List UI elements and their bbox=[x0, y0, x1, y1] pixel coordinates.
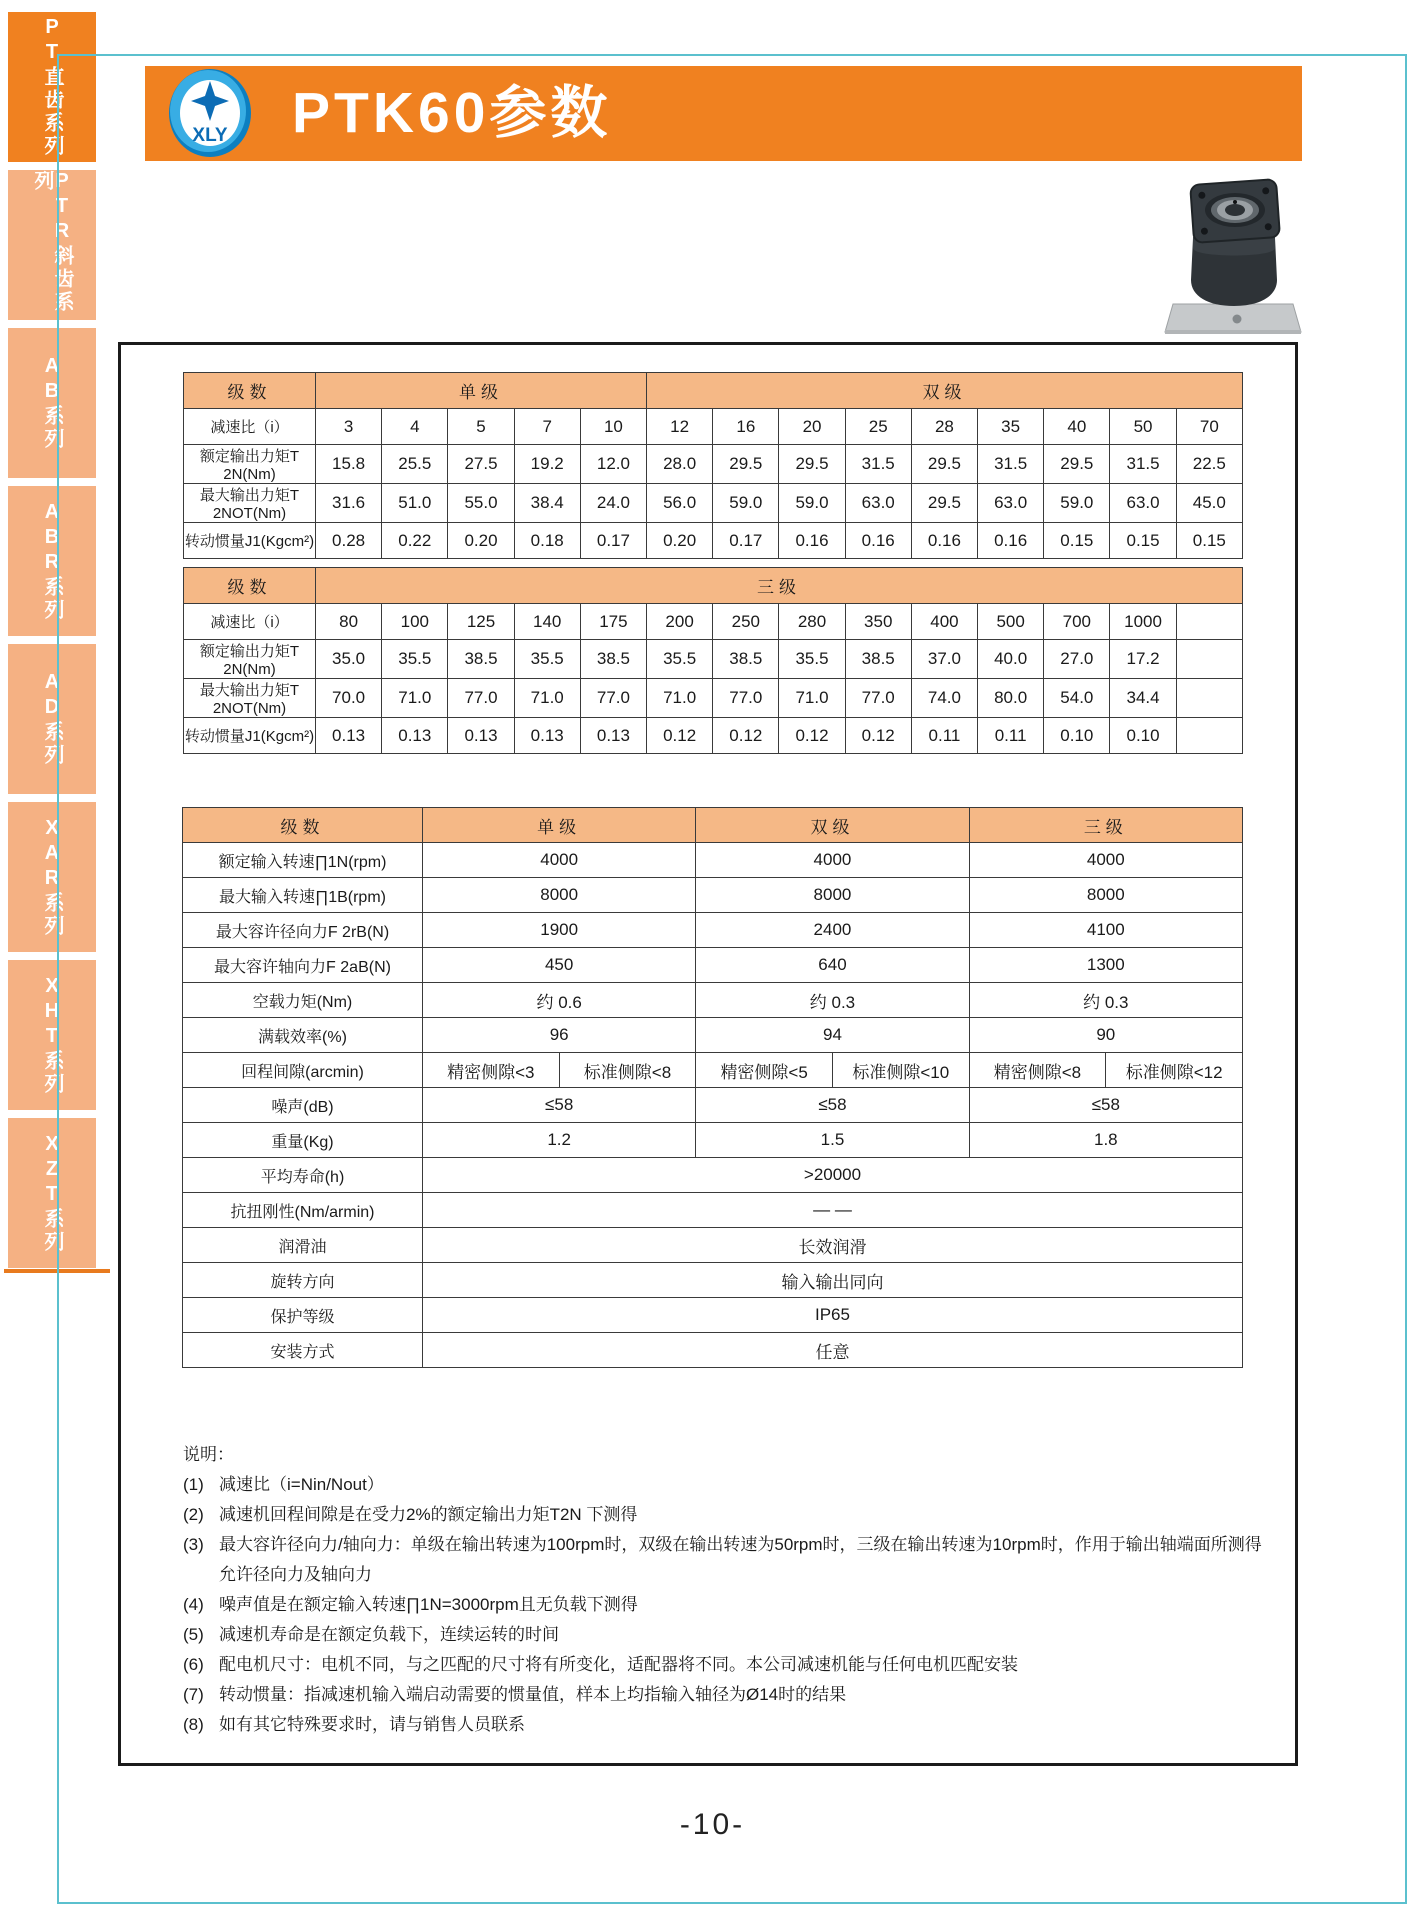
cell: 1.8 bbox=[969, 1123, 1242, 1158]
table-header-row bbox=[184, 568, 1243, 604]
cell: 0.17 bbox=[713, 523, 779, 559]
cell bbox=[1176, 640, 1242, 679]
row-label: 转动惯量J1(Kgcm²) bbox=[184, 523, 316, 559]
sidebar-item-label: AD系列 bbox=[41, 671, 63, 767]
cell: 280 bbox=[779, 604, 845, 640]
cell: 8000 bbox=[969, 878, 1242, 913]
cell: 0.13 bbox=[580, 718, 646, 754]
sidebar-item-label: PT直齿系列 bbox=[41, 16, 63, 158]
table-row bbox=[184, 445, 1243, 484]
cell: 0.11 bbox=[911, 718, 977, 754]
row-label: 最大容许径向力F 2rB(N) bbox=[183, 913, 423, 948]
cell: 精密侧隙<3 bbox=[423, 1053, 560, 1088]
table-row bbox=[183, 983, 1243, 1018]
cell: 10 bbox=[580, 409, 646, 445]
cell: 4000 bbox=[423, 843, 696, 878]
cell: 约 0.3 bbox=[969, 983, 1242, 1018]
cell: 71.0 bbox=[779, 679, 845, 718]
cell: 35.0 bbox=[316, 640, 382, 679]
cell: 29.5 bbox=[1044, 445, 1110, 484]
cell: 0.13 bbox=[316, 718, 382, 754]
cell: 0.18 bbox=[514, 523, 580, 559]
table-row bbox=[183, 913, 1243, 948]
row-label: 减速比（i） bbox=[184, 604, 316, 640]
table-row bbox=[183, 1088, 1243, 1123]
note-line: 配电机尺寸：电机不同，与之匹配的尺寸将有所变化，适配器将不同。本公司减速机能与任何电机匹配安装 bbox=[219, 1655, 1018, 1674]
note-item-5 bbox=[183, 1620, 1283, 1650]
cell: 0.13 bbox=[514, 718, 580, 754]
cell: 51.0 bbox=[382, 484, 448, 523]
table-row bbox=[184, 604, 1243, 640]
table-header-row bbox=[184, 373, 1243, 409]
cell: 28 bbox=[911, 409, 977, 445]
table-row bbox=[183, 1018, 1243, 1053]
corner-cell: 级数 bbox=[183, 808, 423, 843]
note-line: 允许径向力及轴向力 bbox=[219, 1565, 372, 1584]
cell: 71.0 bbox=[514, 679, 580, 718]
sidebar-item-label: PTR斜齿系列 bbox=[31, 170, 73, 314]
note-number: (5) bbox=[183, 1625, 204, 1644]
cell: 500 bbox=[978, 604, 1044, 640]
cell: 0.15 bbox=[1110, 523, 1176, 559]
cell: 70.0 bbox=[316, 679, 382, 718]
table-row bbox=[183, 1053, 1243, 1088]
note-line: 减速比（i=Nin/Nout） bbox=[219, 1475, 384, 1494]
note-number: (7) bbox=[183, 1685, 204, 1704]
cell: 63.0 bbox=[978, 484, 1044, 523]
sidebar-item-label: XAR系列 bbox=[41, 816, 63, 938]
note-text bbox=[219, 1650, 1283, 1680]
group-header: 双级 bbox=[696, 808, 969, 843]
note-item-1 bbox=[183, 1470, 1283, 1500]
note-item-8 bbox=[183, 1710, 1283, 1740]
cell: 31.5 bbox=[1110, 445, 1176, 484]
sidebar-item-2 bbox=[8, 170, 96, 320]
notes-section bbox=[183, 1440, 1283, 1740]
cell: 250 bbox=[713, 604, 779, 640]
table-row bbox=[184, 679, 1243, 718]
cell: 精密侧隙<5 bbox=[696, 1053, 833, 1088]
cell: 27.5 bbox=[448, 445, 514, 484]
note-text bbox=[219, 1590, 1283, 1620]
cell: 0.10 bbox=[1044, 718, 1110, 754]
cell: ≤58 bbox=[969, 1088, 1242, 1123]
cell: 35.5 bbox=[779, 640, 845, 679]
sidebar-item-label: ABR系列 bbox=[41, 500, 63, 622]
cell: 100 bbox=[382, 604, 448, 640]
row-label: 噪声(dB) bbox=[183, 1088, 423, 1123]
cell: 8000 bbox=[423, 878, 696, 913]
cell: 59.0 bbox=[713, 484, 779, 523]
row-label: 抗扭刚性(Nm/armin) bbox=[183, 1193, 423, 1228]
table-row bbox=[183, 878, 1243, 913]
row-label: 额定输入转速∏1N(rpm) bbox=[183, 843, 423, 878]
group-header: 双级 bbox=[647, 373, 1243, 409]
row-label: 平均寿命(h) bbox=[183, 1158, 423, 1193]
cell: 96 bbox=[423, 1018, 696, 1053]
cell: 标准侧隙<12 bbox=[1106, 1053, 1243, 1088]
cell: 20 bbox=[779, 409, 845, 445]
cell: 0.16 bbox=[779, 523, 845, 559]
cell: 25 bbox=[845, 409, 911, 445]
corner-cell: 级数 bbox=[184, 373, 316, 409]
cell: 450 bbox=[423, 948, 696, 983]
table-ratio-triple bbox=[183, 567, 1243, 754]
cell: 45.0 bbox=[1176, 484, 1242, 523]
cell: 640 bbox=[696, 948, 969, 983]
cell: 0.15 bbox=[1044, 523, 1110, 559]
row-label: 保护等级 bbox=[183, 1298, 423, 1333]
sidebar-item-5 bbox=[8, 644, 96, 794]
cell: 0.16 bbox=[911, 523, 977, 559]
cell: 40.0 bbox=[978, 640, 1044, 679]
note-number: (2) bbox=[183, 1505, 204, 1524]
brand-logo bbox=[168, 68, 252, 158]
cell: 0.10 bbox=[1110, 718, 1176, 754]
cell: 0.15 bbox=[1176, 523, 1242, 559]
cell: 54.0 bbox=[1044, 679, 1110, 718]
cell: 70 bbox=[1176, 409, 1242, 445]
cell: 0.13 bbox=[382, 718, 448, 754]
table-ratio-single-double bbox=[183, 372, 1243, 559]
cell: 12.0 bbox=[580, 445, 646, 484]
cell: 19.2 bbox=[514, 445, 580, 484]
row-label: 额定输出力矩T 2N(Nm) bbox=[184, 445, 316, 484]
note-item-7 bbox=[183, 1680, 1283, 1710]
note-text bbox=[219, 1470, 1283, 1500]
cell: 0.16 bbox=[845, 523, 911, 559]
cell: 28.0 bbox=[647, 445, 713, 484]
cell: 22.5 bbox=[1176, 445, 1242, 484]
row-label: 重量(Kg) bbox=[183, 1123, 423, 1158]
note-number: (3) bbox=[183, 1535, 204, 1554]
merged-cell: IP65 bbox=[423, 1298, 1243, 1333]
corner-cell: 级数 bbox=[184, 568, 316, 604]
table-row bbox=[183, 1333, 1243, 1368]
note-number: (4) bbox=[183, 1595, 204, 1614]
cell: 0.16 bbox=[978, 523, 1044, 559]
cell: 31.5 bbox=[845, 445, 911, 484]
cell: 29.5 bbox=[713, 445, 779, 484]
merged-cell: 任意 bbox=[423, 1333, 1243, 1368]
table-row bbox=[183, 948, 1243, 983]
sidebar-item-7 bbox=[8, 960, 96, 1110]
table-row bbox=[183, 1158, 1243, 1193]
note-item-2 bbox=[183, 1500, 1283, 1530]
table-row bbox=[184, 718, 1243, 754]
cell: 38.5 bbox=[580, 640, 646, 679]
note-text bbox=[219, 1710, 1283, 1740]
cell: 3 bbox=[316, 409, 382, 445]
cell: 56.0 bbox=[647, 484, 713, 523]
cell: 29.5 bbox=[911, 445, 977, 484]
group-header: 三级 bbox=[316, 568, 1243, 604]
notes-title: 说明： bbox=[183, 1445, 234, 1464]
cell: 140 bbox=[514, 604, 580, 640]
row-label: 润滑油 bbox=[183, 1228, 423, 1263]
cell: 50 bbox=[1110, 409, 1176, 445]
cell: 0.11 bbox=[978, 718, 1044, 754]
group-header: 单级 bbox=[316, 373, 647, 409]
cell: 15.8 bbox=[316, 445, 382, 484]
cell: 55.0 bbox=[448, 484, 514, 523]
cell: 71.0 bbox=[647, 679, 713, 718]
cell: 29.5 bbox=[779, 445, 845, 484]
cell: 2400 bbox=[696, 913, 969, 948]
cell: 77.0 bbox=[580, 679, 646, 718]
note-line: 减速机回程间隙是在受力2%的额定输出力矩T2N 下测得 bbox=[219, 1505, 638, 1524]
note-number: (6) bbox=[183, 1655, 204, 1674]
cell: 4000 bbox=[969, 843, 1242, 878]
cell: 25.5 bbox=[382, 445, 448, 484]
cell: 1.5 bbox=[696, 1123, 969, 1158]
table-row bbox=[184, 640, 1243, 679]
cell: 7 bbox=[514, 409, 580, 445]
cell: 34.4 bbox=[1110, 679, 1176, 718]
cell: 77.0 bbox=[448, 679, 514, 718]
cell: 35.5 bbox=[647, 640, 713, 679]
cell: 24.0 bbox=[580, 484, 646, 523]
sidebar-item-4 bbox=[8, 486, 96, 636]
cell: 5 bbox=[448, 409, 514, 445]
cell: 200 bbox=[647, 604, 713, 640]
cell: 29.5 bbox=[911, 484, 977, 523]
cell: 63.0 bbox=[845, 484, 911, 523]
row-label: 安装方式 bbox=[183, 1333, 423, 1368]
row-label: 最大输出力矩T 2NOT(Nm) bbox=[184, 679, 316, 718]
table-row bbox=[183, 1123, 1243, 1158]
cell: 0.12 bbox=[713, 718, 779, 754]
merged-cell: 输入输出同向 bbox=[423, 1263, 1243, 1298]
cell: 400 bbox=[911, 604, 977, 640]
cell: ≤58 bbox=[423, 1088, 696, 1123]
group-header: 单级 bbox=[423, 808, 696, 843]
sidebar-item-8 bbox=[8, 1118, 96, 1268]
note-line: 噪声值是在额定输入转速∏1N=3000rpm且无负载下测得 bbox=[219, 1595, 638, 1614]
cell: 35.5 bbox=[382, 640, 448, 679]
page-title: PTK60参数 bbox=[292, 81, 612, 145]
row-label: 空载力矩(Nm) bbox=[183, 983, 423, 1018]
merged-cell: 长效润滑 bbox=[423, 1228, 1243, 1263]
note-item-3 bbox=[183, 1530, 1283, 1590]
cell: 4000 bbox=[696, 843, 969, 878]
cell: 12 bbox=[647, 409, 713, 445]
cell: 0.28 bbox=[316, 523, 382, 559]
table-row bbox=[183, 1228, 1243, 1263]
cell: 4 bbox=[382, 409, 448, 445]
row-label: 最大容许轴向力F 2aB(N) bbox=[183, 948, 423, 983]
cell: 35 bbox=[978, 409, 1044, 445]
note-line: 转动惯量：指减速机输入端启动需要的惯量值，样本上均指输入轴径为Ø14时的结果 bbox=[219, 1685, 847, 1704]
product-image-gearbox bbox=[1163, 172, 1305, 338]
note-line: 最大容许径向力/轴向力：单级在输出转速为100rpm时，双级在输出转速为50rpm时，三级在输出转速为10rpm时，作用于输出轴端面所测得 bbox=[219, 1535, 1262, 1554]
cell: 90 bbox=[969, 1018, 1242, 1053]
cell: 175 bbox=[580, 604, 646, 640]
sidebar-item-label: XHT系列 bbox=[41, 974, 63, 1096]
sidebar-divider bbox=[4, 1269, 110, 1273]
cell: 77.0 bbox=[845, 679, 911, 718]
cell: 31.5 bbox=[978, 445, 1044, 484]
cell: 1900 bbox=[423, 913, 696, 948]
cell: 1.2 bbox=[423, 1123, 696, 1158]
cell: 74.0 bbox=[911, 679, 977, 718]
cell: 约 0.6 bbox=[423, 983, 696, 1018]
sidebar-item-6 bbox=[8, 802, 96, 952]
row-label: 减速比（i） bbox=[184, 409, 316, 445]
cell: 350 bbox=[845, 604, 911, 640]
cell: 16 bbox=[713, 409, 779, 445]
cell: 0.12 bbox=[779, 718, 845, 754]
cell: 0.20 bbox=[448, 523, 514, 559]
cell: 59.0 bbox=[779, 484, 845, 523]
cell: 38.5 bbox=[713, 640, 779, 679]
page-number: -10- bbox=[679, 1808, 746, 1841]
table-row bbox=[184, 409, 1243, 445]
cell: 标准侧隙<8 bbox=[559, 1053, 696, 1088]
merged-cell: — — bbox=[423, 1193, 1243, 1228]
cell: 0.12 bbox=[647, 718, 713, 754]
note-text bbox=[219, 1680, 1283, 1710]
cell: 0.20 bbox=[647, 523, 713, 559]
cell: 1000 bbox=[1110, 604, 1176, 640]
table-row bbox=[184, 484, 1243, 523]
cell: 63.0 bbox=[1110, 484, 1176, 523]
cell: 0.13 bbox=[448, 718, 514, 754]
cell: 8000 bbox=[696, 878, 969, 913]
notes-list bbox=[183, 1470, 1283, 1740]
cell: 38.4 bbox=[514, 484, 580, 523]
sidebar bbox=[8, 12, 96, 1276]
table-row bbox=[183, 1263, 1243, 1298]
cell bbox=[1176, 679, 1242, 718]
note-text bbox=[219, 1530, 1283, 1590]
cell: 35.5 bbox=[514, 640, 580, 679]
note-item-6 bbox=[183, 1650, 1283, 1680]
cell: 77.0 bbox=[713, 679, 779, 718]
cell: 27.0 bbox=[1044, 640, 1110, 679]
group-header: 三级 bbox=[969, 808, 1242, 843]
cell: 94 bbox=[696, 1018, 969, 1053]
row-label: 满载效率(%) bbox=[183, 1018, 423, 1053]
cell: 0.12 bbox=[845, 718, 911, 754]
sidebar-item-3 bbox=[8, 328, 96, 478]
note-number: (1) bbox=[183, 1475, 204, 1494]
cell: ≤58 bbox=[696, 1088, 969, 1123]
note-text bbox=[219, 1500, 1283, 1530]
note-line: 减速机寿命是在额定负载下，连续运转的时间 bbox=[219, 1625, 559, 1644]
cell: 1300 bbox=[969, 948, 1242, 983]
table-general-specs bbox=[182, 807, 1243, 1368]
row-label: 最大输出力矩T 2NOT(Nm) bbox=[184, 484, 316, 523]
row-label: 转动惯量J1(Kgcm²) bbox=[184, 718, 316, 754]
row-label: 最大输入转速∏1B(rpm) bbox=[183, 878, 423, 913]
cell bbox=[1176, 718, 1242, 754]
logo-text: XLY bbox=[192, 125, 228, 146]
cell: 0.22 bbox=[382, 523, 448, 559]
cell: 约 0.3 bbox=[696, 983, 969, 1018]
cell: 40 bbox=[1044, 409, 1110, 445]
table-row bbox=[184, 523, 1243, 559]
cell: 38.5 bbox=[448, 640, 514, 679]
table-header-row bbox=[183, 808, 1243, 843]
sidebar-item-1 bbox=[8, 12, 96, 162]
cell: 37.0 bbox=[911, 640, 977, 679]
cell: 精密侧隙<8 bbox=[969, 1053, 1106, 1088]
cell: 80 bbox=[316, 604, 382, 640]
sidebar-item-label: AB系列 bbox=[41, 355, 63, 451]
note-number: (8) bbox=[183, 1715, 204, 1734]
cell: 0.17 bbox=[580, 523, 646, 559]
row-label: 回程间隙(arcmin) bbox=[183, 1053, 423, 1088]
cell: 700 bbox=[1044, 604, 1110, 640]
cell: 17.2 bbox=[1110, 640, 1176, 679]
note-text bbox=[219, 1620, 1283, 1650]
table-row bbox=[183, 1298, 1243, 1333]
cell: 71.0 bbox=[382, 679, 448, 718]
row-label: 额定输出力矩T 2N(Nm) bbox=[184, 640, 316, 679]
cell bbox=[1176, 604, 1242, 640]
cell: 31.6 bbox=[316, 484, 382, 523]
sidebar-item-label: XZT系列 bbox=[41, 1132, 63, 1254]
merged-cell: >20000 bbox=[423, 1158, 1243, 1193]
cell: 标准侧隙<10 bbox=[832, 1053, 969, 1088]
table-row bbox=[183, 1193, 1243, 1228]
cell: 38.5 bbox=[845, 640, 911, 679]
note-item-4 bbox=[183, 1590, 1283, 1620]
cell: 80.0 bbox=[978, 679, 1044, 718]
cell: 4100 bbox=[969, 913, 1242, 948]
table-row bbox=[183, 843, 1243, 878]
cell: 59.0 bbox=[1044, 484, 1110, 523]
row-label: 旋转方向 bbox=[183, 1263, 423, 1298]
note-line: 如有其它特殊要求时，请与销售人员联系 bbox=[219, 1715, 525, 1734]
cell: 125 bbox=[448, 604, 514, 640]
